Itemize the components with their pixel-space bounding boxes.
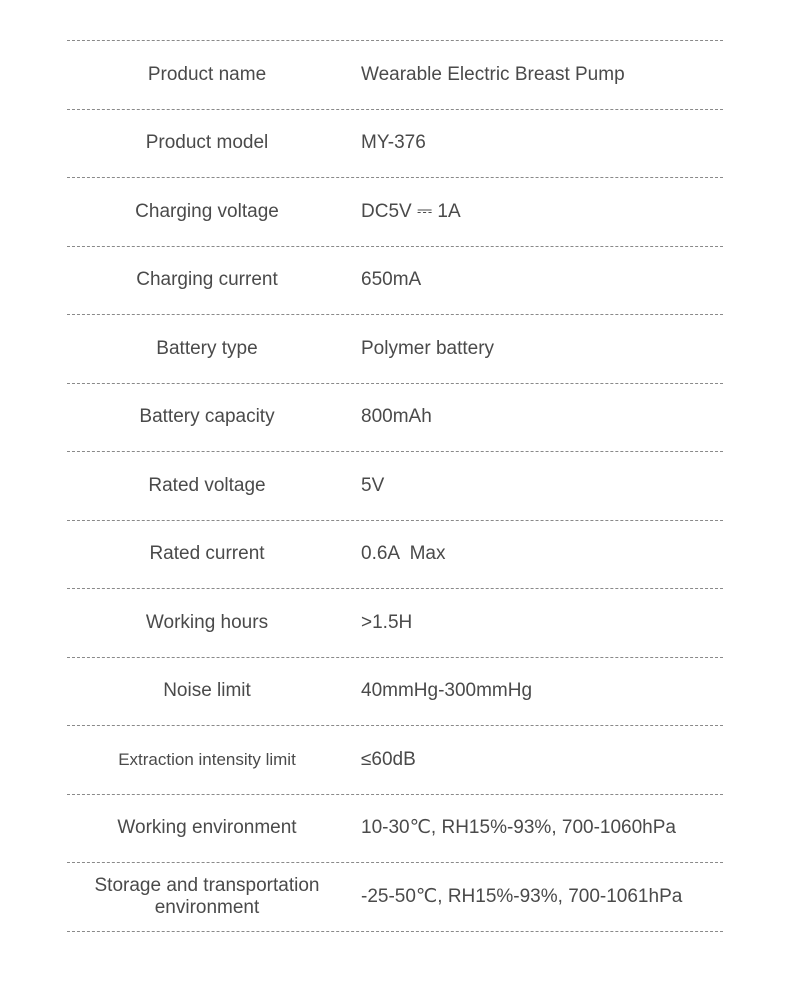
spec-row-noise-limit bbox=[67, 658, 723, 726]
spec-value: -25-50℃, RH15%-93%, 700-1061hPa bbox=[361, 885, 683, 907]
spec-row-charging-current bbox=[67, 247, 723, 315]
row-divider bbox=[67, 931, 723, 932]
spec-row-product-name bbox=[67, 41, 723, 109]
spec-label: Battery capacity bbox=[139, 406, 275, 428]
spec-row-rated-current bbox=[67, 521, 723, 589]
spec-label: Noise limit bbox=[163, 680, 251, 702]
spec-label: Extraction intensity limit bbox=[118, 749, 296, 769]
spec-row-battery-type bbox=[67, 315, 723, 383]
spec-label: Product name bbox=[147, 63, 267, 85]
spec-label: Rated voltage bbox=[148, 474, 266, 496]
spec-label: Charging current bbox=[136, 269, 278, 291]
spec-value: 10-30℃, RH15%-93%, 700-1060hPa bbox=[361, 817, 676, 839]
spec-value: 0.6A Max bbox=[361, 543, 446, 565]
spec-row-extraction-intensity-limit bbox=[67, 726, 723, 794]
spec-value: MY-376 bbox=[361, 132, 426, 154]
spec-row-rated-voltage bbox=[67, 452, 723, 520]
spec-row-working-hours bbox=[67, 589, 723, 657]
spec-label: Charging voltage bbox=[135, 200, 279, 222]
spec-value: Wearable Electric Breast Pump bbox=[361, 63, 625, 85]
spec-table bbox=[67, 40, 723, 932]
spec-row-charging-voltage bbox=[67, 178, 723, 246]
spec-label: Working environment bbox=[117, 817, 297, 839]
spec-value: 800mAh bbox=[361, 406, 432, 428]
spec-row-working-environment bbox=[67, 795, 723, 863]
spec-value: 5V bbox=[361, 474, 385, 496]
spec-label: Product model bbox=[145, 132, 269, 154]
spec-value: 650mA bbox=[361, 269, 422, 291]
spec-label: Storage and transportation environment bbox=[94, 874, 320, 918]
spec-value: ≤60dB bbox=[361, 748, 416, 770]
spec-value: Polymer battery bbox=[361, 337, 495, 359]
spec-row-product-model bbox=[67, 110, 723, 178]
spec-label: Battery type bbox=[156, 337, 258, 359]
spec-value: 40mmHg-300mmHg bbox=[361, 680, 533, 702]
spec-value: >1.5H bbox=[361, 611, 413, 633]
spec-label: Working hours bbox=[145, 611, 269, 633]
spec-row-storage-environment bbox=[67, 863, 723, 931]
spec-value: DC5V ⎓ 1A bbox=[361, 200, 461, 222]
spec-row-battery-capacity bbox=[67, 384, 723, 452]
spec-label: Rated current bbox=[149, 543, 265, 565]
